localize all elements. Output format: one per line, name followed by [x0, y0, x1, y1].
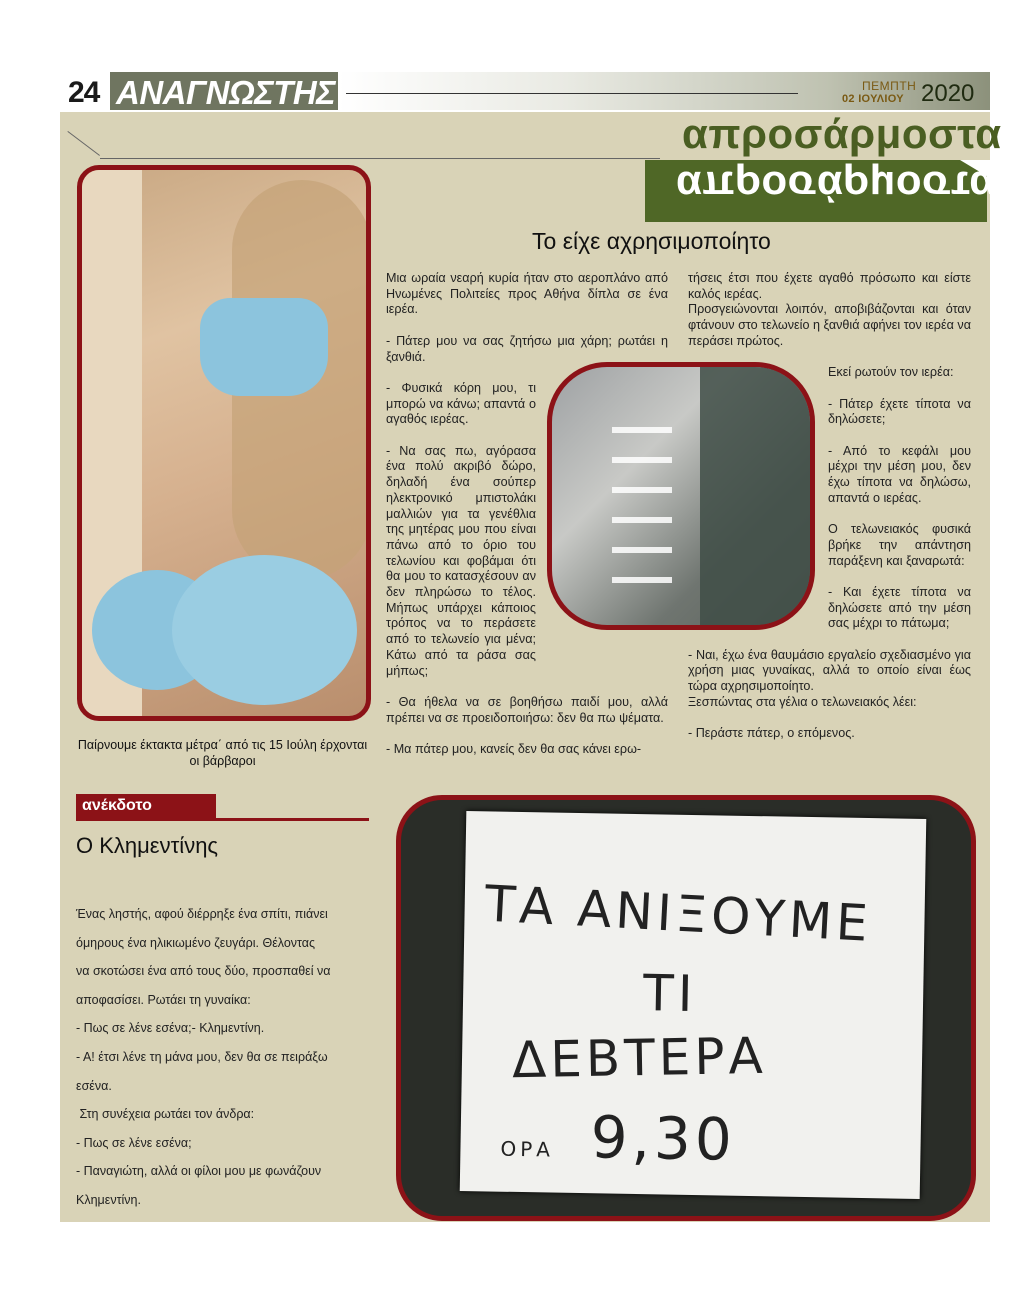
- section-title-mirrored: απροσάρμοστα: [676, 163, 996, 210]
- anecdote-line: Ένας ληστής, αφού διέρρηξε ένα σπίτι, πιάνει: [76, 907, 328, 921]
- anecdote-line: αποφασίσει. Ρωτάει τη γυναίκα:: [76, 992, 251, 1007]
- story-paragraph: - Πάτερ έχετε τίποτα να δηλώσετε;: [828, 396, 971, 427]
- photo-face-mask: [200, 298, 328, 396]
- page-number: 24: [68, 76, 100, 109]
- section-title: απροσάρμοστα: [682, 110, 1002, 157]
- photo-shadow: [612, 517, 672, 523]
- photo-shadow: [612, 547, 672, 553]
- photo-shadow: [612, 427, 672, 433]
- decorative-rule: [100, 158, 660, 159]
- story-paragraph: - Μα πάτερ μου, κανείς δεν θα σας κάνει ερω-: [386, 742, 642, 757]
- photo-mask-bra-right: [172, 555, 357, 705]
- story-paragraph: - Ναι, έχω ένα θαυμάσιο εργαλείο σχεδιασμένο για χρήση μιας γυναίκας, αλλά το οποίο είναι έως τώρα αχρησιμοποίητο. Ξεσπώντας στα γέλια ο τελωνειακός λέει:: [688, 647, 971, 709]
- anecdote-underline: [76, 818, 369, 821]
- story-paragraph: Ο τελωνειακός φυσικά βρήκε την απάντηση παράξενη και ξαναρωτά:: [828, 522, 971, 568]
- handwritten-sign: [460, 811, 927, 1199]
- story-paragraph: Εκεί ρωτούν τον ιερέα:: [828, 365, 954, 380]
- sign-line: ΤΙ: [642, 964, 697, 1024]
- header-day: ΠΕΜΠΤΗ: [862, 79, 917, 93]
- anecdote-line: όμηρους ένα ηλικιωμένο ζευγάρι. Θέλοντας: [76, 935, 316, 950]
- anecdote-line: εσένα.: [76, 1078, 112, 1093]
- story-headline: Το είχε αχρησιμοποίητο: [532, 228, 771, 254]
- anecdote-title: Ο Κλημεντίνης: [76, 833, 219, 858]
- photo-shadow: [612, 487, 672, 493]
- photo-handwritten-sign: [396, 795, 976, 1221]
- photo-shadow: [612, 577, 672, 583]
- story-paragraph: - Φυσικά κόρη μου, τι μπορώ να κάνω; απαντά ο αγαθός ιερέας.: [386, 380, 536, 427]
- anecdote-line: - Α! έτσι λένε τη μάνα μου, δεν θα σε πειράξω: [76, 1049, 328, 1064]
- anecdote-line: να σκοτώσει ένα από τους δύο, προσπαθεί να: [76, 964, 331, 979]
- story-paragraph: - Και έχετε τίποτα να δηλώσετε από την μέση σας μέχρι το πάτωμα;: [828, 584, 971, 631]
- story-paragraph: - Να σας πω, αγόρασα ένα πολύ ακριβό δώρο, δηλαδή ένα σούπερ ηλεκτρονικό μπιστολάκι μαλλιών για τα γενέθλια της μητέρας μου που είναι πάνω από το όριο του τελωνίου και φοβάμαι ότι θα μου το κατασχέσουν αν δεν πληρώσω το τέλος. Μήπως υπάρχει κάποιος τρόπος να το περάσετε από το τελωνείο για μένα; Κάτω από τα ράσα σας μήπως;: [386, 443, 536, 678]
- anecdote-line: - Πως σε λένε εσένα;: [76, 1135, 192, 1150]
- photo-shadow: [612, 457, 672, 463]
- photo-woman-mask: [77, 165, 371, 721]
- sign-line: ΤΑ ΑΝΙΞΟΥΜΕ: [483, 874, 874, 953]
- header-date: 02 ΙΟΥΛΙΟΥ: [842, 93, 904, 105]
- anecdote-line: Στη συνέχεια ρωτάει τον άνδρα:: [76, 1107, 255, 1122]
- story-paragraph: - Περάστε πάτερ, ο επόμενος.: [688, 726, 855, 741]
- story-paragraph: - Από το κεφάλι μου μέχρι την μέση μου, δεν έχω τίποτα να δηλώσω, απαντά ο ιερέας.: [828, 443, 971, 505]
- anecdote-body: [76, 900, 366, 1215]
- anecdote-line: - Πως σε λένε εσένα;- Κλημεντίνη.: [76, 1021, 265, 1036]
- photo-railing: [700, 367, 810, 625]
- header-rule: [346, 93, 798, 94]
- story-paragraph: - Θα ήθελα να σε βοηθήσω παιδί μου, αλλά πρέπει να σε προειδοποιήσω: δεν θα πω ψέματα.: [386, 694, 668, 725]
- story-paragraph: τήσεις έτσι που έχετε αγαθό πρόσωπο και είστε καλός ιερέας. Προσγειώνονται λοιπόν, αποβιβάζονται και όταν φτάνουν στο τελωνείο η ξανθιά αφήνει τον ιερέα να περάσει πρώτος.: [688, 271, 971, 348]
- masthead: ΑΝΑΓΝΩΣΤΗΣ: [116, 74, 336, 111]
- anecdote-line: - Παναγιώτη, αλλά οι φίλοι μου με φωνάζουν: [76, 1164, 322, 1179]
- photo-bridge-shadows: [547, 362, 815, 630]
- sign-line: 9,30: [590, 1103, 737, 1174]
- story-paragraph: Μια ωραία νεαρή κυρία ήταν στο αεροπλάνο από Ηνωμένες Πολιτείες προς Αθήνα δίπλα σε ένα ιερέα.: [386, 271, 668, 317]
- sign-line: ΟΡΑ: [500, 1136, 555, 1162]
- anecdote-line: Κλημεντίνη.: [76, 1192, 141, 1207]
- sign-line: ΔΕΒΤΕΡΑ: [511, 1026, 768, 1090]
- anecdote-label: ανέκδοτο: [82, 797, 152, 814]
- header-year: 2020: [921, 80, 975, 107]
- story-paragraph: - Πάτερ μου να σας ζητήσω μια χάρη; ρωτάει η ξανθιά.: [386, 333, 668, 364]
- photo-caption: Παίρνουμε έκτακτα μέτρα΄ από τις 15 Ιούλη έρχονται οι βάρβαροι: [77, 738, 368, 768]
